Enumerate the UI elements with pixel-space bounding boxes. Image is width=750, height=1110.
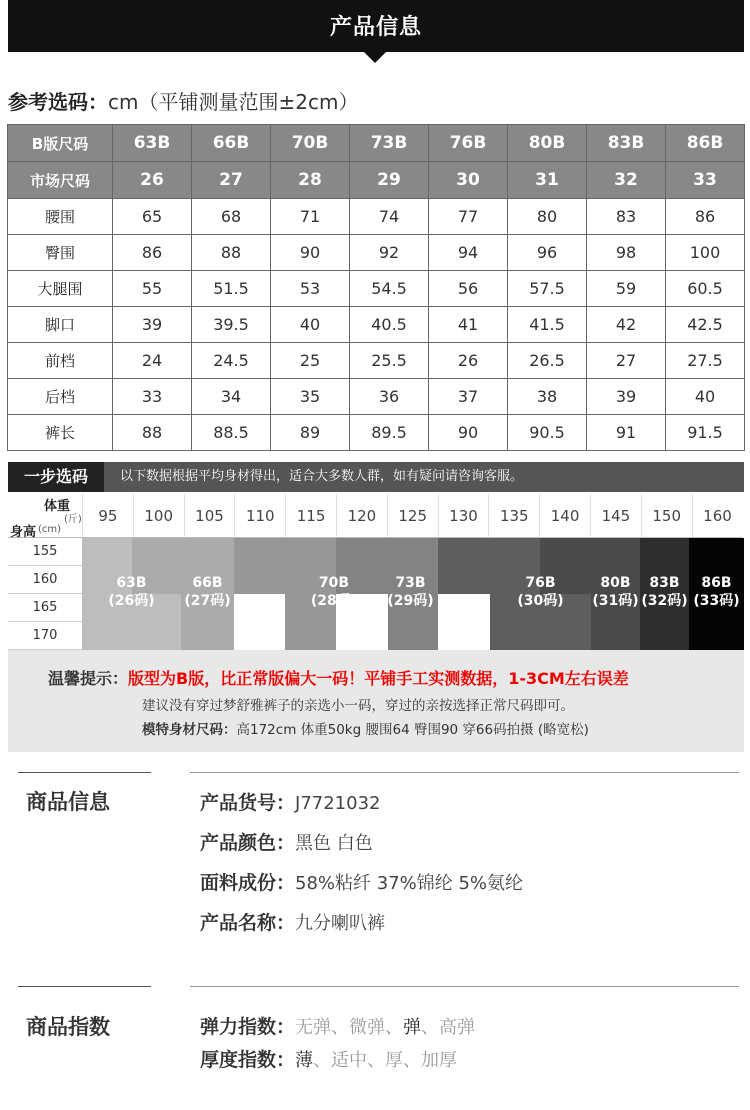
weight-header-cell: 160: [692, 494, 743, 538]
size-zone-market: (28码): [310, 593, 358, 609]
size-cell: 80B: [508, 125, 587, 162]
size-cell: 91: [587, 415, 666, 451]
thickness-options: [295, 1050, 457, 1071]
size-cell: 90.5: [508, 415, 587, 451]
size-zone-b: 70B: [318, 575, 350, 591]
info-label: 产品名称：: [200, 912, 296, 934]
info-row-color: [200, 828, 373, 855]
size-zone-label: [689, 574, 744, 610]
size-zone-b: 80B: [600, 575, 631, 591]
option-separator: 、: [385, 1017, 404, 1038]
weight-header-cell: 135: [488, 494, 539, 538]
size-cell: 90: [271, 235, 350, 271]
size-cell: 40: [271, 307, 350, 343]
size-cell: 89.5: [350, 415, 429, 451]
size-row: [8, 379, 745, 415]
info-value: 58%粘纤 37%锦纶 5%氨纶: [295, 873, 524, 894]
index-option: 加厚: [421, 1050, 458, 1071]
size-cell: 86: [113, 235, 192, 271]
size-row-label: B版尺码: [8, 125, 113, 162]
grid-corner: [8, 494, 82, 538]
size-cell: 26: [429, 343, 508, 379]
info-row-fabric: [200, 868, 523, 895]
size-row-label: 裤长: [8, 415, 113, 451]
reference-label: 参考选码：: [8, 90, 108, 114]
tips-model-line: [142, 718, 589, 738]
height-unit: (cm): [38, 524, 62, 535]
weight-label: 体重: [44, 499, 71, 514]
index-label: 厚度指数：: [200, 1049, 296, 1071]
size-cell: 96: [508, 235, 587, 271]
size-cell: 51.5: [192, 271, 271, 307]
size-row: [8, 343, 745, 379]
option-separator: 、: [403, 1050, 422, 1071]
product-index-title: 商品指数: [26, 1015, 110, 1039]
size-cell: 39.5: [192, 307, 271, 343]
size-cell: 40.5: [350, 307, 429, 343]
weight-header-cell: 145: [590, 494, 641, 538]
size-cell: 76B: [429, 125, 508, 162]
size-zone-b: 86B: [701, 575, 732, 591]
size-zone-label: [82, 574, 181, 610]
size-row: [8, 235, 745, 271]
size-zone-label: [640, 574, 689, 610]
size-cell: 88: [192, 235, 271, 271]
size-cell: 41: [429, 307, 508, 343]
size-zone-label: [591, 574, 640, 610]
reference-text: cm（平铺测量范围±2cm）: [108, 90, 359, 114]
tips-label: 温馨提示：: [48, 669, 129, 688]
size-cell: 77: [429, 199, 508, 235]
size-cell: 74: [350, 199, 429, 235]
size-cell: 59: [587, 271, 666, 307]
height-row-label: 165: [8, 594, 82, 622]
option-separator: 、: [331, 1017, 350, 1038]
size-cell: 68: [192, 199, 271, 235]
height-weight-grid: [8, 494, 744, 650]
section-divider-left: [18, 986, 151, 987]
size-cell: 60.5: [666, 271, 745, 307]
size-cell: 25: [271, 343, 350, 379]
size-cell: 37: [429, 379, 508, 415]
model-text: 高172cm 体重50kg 腰围64 臀围90 穿66码拍摄 (略宽松): [236, 722, 589, 738]
size-header-row: [8, 125, 745, 162]
size-cell: 71: [271, 199, 350, 235]
size-cell: 90: [429, 415, 508, 451]
size-cell: 29: [350, 162, 429, 199]
reference-size-line: [8, 86, 358, 115]
weight-header-cell: 130: [438, 494, 489, 538]
size-cell: 24: [113, 343, 192, 379]
size-cell: 86: [666, 199, 745, 235]
index-option: 厚: [385, 1050, 404, 1071]
step-banner: [8, 462, 744, 492]
size-cell: 70B: [271, 125, 350, 162]
size-cell: 66B: [192, 125, 271, 162]
size-row: [8, 415, 745, 451]
size-zone-market: (30码): [517, 593, 564, 609]
weight-header-cell: 95: [82, 494, 133, 538]
weight-header-cell: 150: [641, 494, 692, 538]
info-value: J7721032: [295, 793, 381, 814]
step-tag: 一步选码: [8, 462, 104, 492]
size-cell: 33: [113, 379, 192, 415]
size-cell: 57.5: [508, 271, 587, 307]
option-separator: 、: [313, 1050, 332, 1071]
size-zone-label: [285, 574, 383, 610]
height-label: 身高: [10, 525, 37, 540]
size-cell: 35: [271, 379, 350, 415]
size-cell: 94: [429, 235, 508, 271]
size-cell: 25.5: [350, 343, 429, 379]
header-bar: [8, 0, 744, 52]
size-zone-b: 66B: [192, 575, 223, 591]
size-cell: 34: [192, 379, 271, 415]
size-cell: 92: [350, 235, 429, 271]
info-label: 面料成份：: [200, 872, 296, 894]
size-zone-label: [490, 574, 591, 610]
height-row-label: 155: [8, 538, 82, 566]
size-zone-b: 73B: [395, 575, 426, 591]
size-row-label: 大腿围: [8, 271, 113, 307]
size-row: [8, 307, 745, 343]
size-cell: 100: [666, 235, 745, 271]
size-row: [8, 271, 745, 307]
info-row-name: [200, 908, 385, 935]
step-note: 以下数据根据平均身材得出，适合大多数人群，如有疑问请咨询客服。: [120, 469, 524, 484]
size-cell: 40: [666, 379, 745, 415]
option-separator: 、: [421, 1017, 440, 1038]
size-cell: 36: [350, 379, 429, 415]
weight-unit: (斤): [64, 514, 82, 525]
index-option: 薄: [295, 1050, 314, 1071]
size-row-label: 前档: [8, 343, 113, 379]
info-label: 产品货号：: [200, 792, 296, 814]
size-cell: 31: [508, 162, 587, 199]
size-cell: 42: [587, 307, 666, 343]
section-divider-right: [190, 772, 739, 773]
tips-warning: 版型为B版，比正常版偏大一码！平铺手工实测数据，1-3CM左右误差: [128, 669, 629, 688]
size-row-label: 脚口: [8, 307, 113, 343]
size-zone-b: 63B: [116, 575, 147, 591]
size-table: [7, 124, 745, 451]
header-arrow: [364, 52, 386, 63]
size-header-row: [8, 162, 745, 199]
size-zone-b: 76B: [525, 575, 556, 591]
size-zone-label: [383, 574, 438, 610]
info-value: 九分喇叭裤: [295, 913, 386, 934]
info-label: 产品颜色：: [200, 832, 296, 854]
size-row-label: 腰围: [8, 199, 113, 235]
product-info-title: 商品信息: [26, 790, 110, 814]
index-option: 无弹: [295, 1017, 332, 1038]
size-zone-market: (32码): [641, 593, 688, 609]
index-option: 弹: [403, 1017, 422, 1038]
size-zone-market: (29码): [387, 593, 434, 609]
size-cell: 28: [271, 162, 350, 199]
tips-box: [8, 650, 744, 752]
weight-header-cell: 125: [387, 494, 438, 538]
weight-header-cell: 115: [285, 494, 336, 538]
weight-header-cell: 110: [234, 494, 285, 538]
size-cell: 56: [429, 271, 508, 307]
index-option: 适中: [331, 1050, 368, 1071]
size-cell: 63B: [113, 125, 192, 162]
size-cell: 88: [113, 415, 192, 451]
size-cell: 33: [666, 162, 745, 199]
weight-header-cell: 100: [133, 494, 184, 538]
weight-header-cell: 140: [539, 494, 590, 538]
size-cell: 41.5: [508, 307, 587, 343]
weight-header-cell: 105: [184, 494, 235, 538]
size-row-label: 市场尺码: [8, 162, 113, 199]
size-cell: 27: [587, 343, 666, 379]
tips-warning-line: [48, 666, 629, 689]
size-cell: 55: [113, 271, 192, 307]
model-label: 模特身材尺码：: [142, 722, 237, 738]
height-row-label: 160: [8, 566, 82, 594]
size-zone-market: (33码): [693, 593, 740, 609]
size-cell: 39: [587, 379, 666, 415]
index-row-elasticity: [200, 1012, 475, 1039]
size-cell: 54.5: [350, 271, 429, 307]
size-cell: 26.5: [508, 343, 587, 379]
size-cell: 73B: [350, 125, 429, 162]
size-cell: 89: [271, 415, 350, 451]
info-value: 黑色 白色: [295, 833, 373, 854]
size-cell: 98: [587, 235, 666, 271]
size-cell: 86B: [666, 125, 745, 162]
size-cell: 83B: [587, 125, 666, 162]
size-zone-b: 83B: [649, 575, 680, 591]
section-divider-right: [190, 986, 739, 987]
size-cell: 27: [192, 162, 271, 199]
size-cell: 53: [271, 271, 350, 307]
tips-advice: 建议没有穿过梦舒雅裤子的亲选小一码，穿过的亲按选择正常尺码即可。: [142, 698, 574, 714]
size-cell: 38: [508, 379, 587, 415]
size-zone-market: (26码): [108, 593, 155, 609]
section-divider-left: [18, 772, 151, 773]
size-cell: 88.5: [192, 415, 271, 451]
size-cell: 65: [113, 199, 192, 235]
size-cell: 80: [508, 199, 587, 235]
size-cell: 83: [587, 199, 666, 235]
index-row-thickness: [200, 1045, 457, 1072]
size-zone-label: [181, 574, 234, 610]
height-row-label: 170: [8, 622, 82, 650]
size-row: [8, 199, 745, 235]
size-zone-market: (31码): [592, 593, 639, 609]
size-cell: 91.5: [666, 415, 745, 451]
size-cell: 32: [587, 162, 666, 199]
header-title: 产品信息: [329, 15, 422, 40]
size-cell: 26: [113, 162, 192, 199]
weight-header-cell: 120: [336, 494, 387, 538]
size-cell: 42.5: [666, 307, 745, 343]
size-row-label: 后档: [8, 379, 113, 415]
index-option: 微弹: [349, 1017, 386, 1038]
option-separator: 、: [367, 1050, 386, 1071]
size-cell: 39: [113, 307, 192, 343]
index-label: 弹力指数：: [200, 1016, 296, 1038]
size-row-label: 臀围: [8, 235, 113, 271]
size-cell: 27.5: [666, 343, 745, 379]
elasticity-options: [295, 1017, 475, 1038]
size-zone-market: (27码): [184, 593, 231, 609]
size-cell: 30: [429, 162, 508, 199]
info-row-sku: [200, 788, 381, 815]
size-cell: 24.5: [192, 343, 271, 379]
index-option: 高弹: [439, 1017, 476, 1038]
